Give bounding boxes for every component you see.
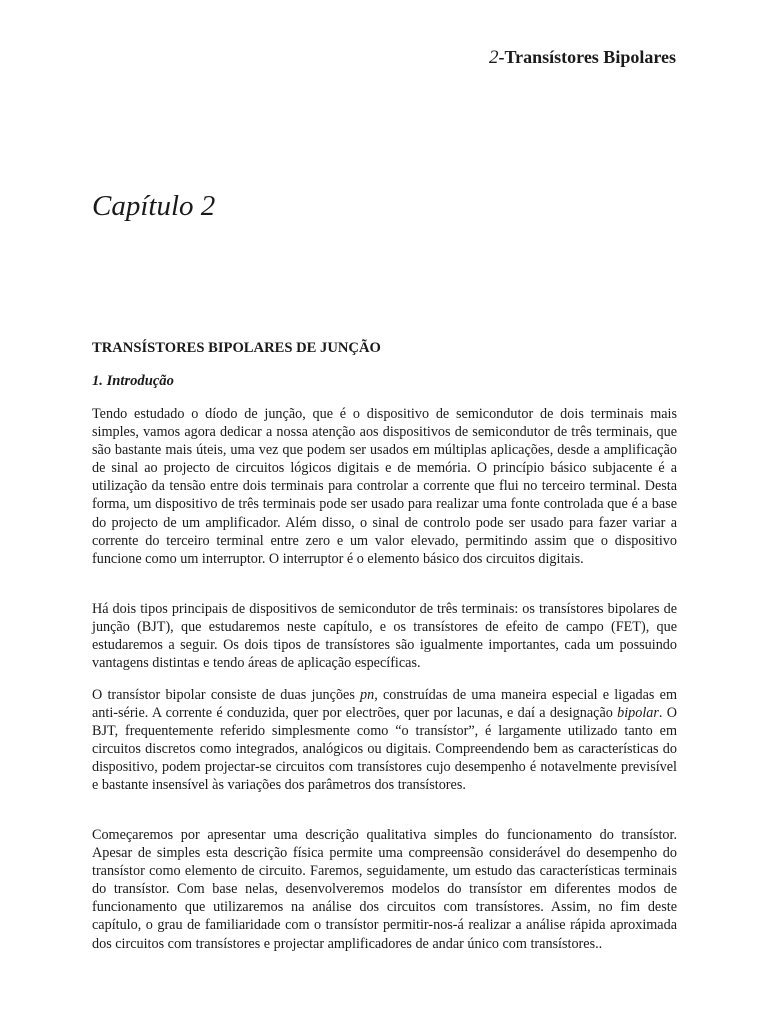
paragraph-2: Há dois tipos principais de dispositivos de semicondutor de três terminais: os transístores bipolares de junção (BJT), que estudaremos neste capítulo, e os transístores de efeito de campo (FET), que estudaremos a seguir. Os dois tipos de transístores são igualmente importantes, cada um possuindo vantagens distintas e tendo áreas de aplicação específicas.	[92, 601, 677, 672]
header-title: -Transístores Bipolares	[498, 47, 676, 67]
running-header	[489, 47, 676, 69]
header-chapter-number: 2	[488, 47, 499, 68]
paragraph-4: Começaremos por apresentar uma descrição qualitativa simples do funcionamento do transístor. Apesar de simples esta descrição física permite uma compreensão considerável do desempenho do transístor como elemento de circuito. Faremos, seguidamente, um estudo das características terminais do transístor. Com base nelas, desenvolveremos modelos do transístor em diferentes modos de funcionamento que utilizaremos na análise dos circuitos com transístores. Assim, no fim deste capítulo, o grau de familiaridade com o transístor permitir-nos-á realizar a análise rápida aproximada dos circuitos com transístores e projectar amplificadores de andar único com transístores..	[92, 827, 677, 952]
subsection-title: 1. Introdução	[92, 373, 174, 389]
paragraph-3-bipolar: bipolar	[617, 705, 659, 722]
paragraph-3-text-b: , construídas de uma maneira especial e ligadas em anti-série. A corrente é conduzida, quer por electrões, quer por lacunas, e daí a designação	[92, 687, 677, 722]
paragraph-3-text-c: . O BJT, frequentemente referido simplesmente como “o transístor”, é largamente utilizado tanto em circuitos discretos como integrados, analógicos ou digitais. Compreendendo bem as características do dispositivo, podem projectar-se circuitos com transístores cujo desempenho é notavelmente previsível e bastante insensível às variações dos parâmetros dos transístores.	[92, 705, 677, 794]
paragraph-3-text-a: O transístor bipolar consiste de duas junções	[92, 687, 361, 703]
paragraph-3-pn: pn	[360, 687, 375, 703]
section-title: TRANSÍSTORES BIPOLARES DE JUNÇÃO	[92, 340, 381, 356]
chapter-title: Capítulo 2	[92, 190, 216, 222]
paragraph-3	[92, 686, 677, 795]
paragraph-1: Tendo estudado o díodo de junção, que é o dispositivo de semicondutor de dois terminais mais simples, vamos agora dedicar a nossa atenção aos dispositivos de semicondutor de três terminais, que são bastante mais úteis, uma vez que podem ser usados em múltiplas aplicações, desde a amplificação de sinal ao projecto de circuitos lógicos digitais e de memória. O princípio básico subjacente é a utilização da tensão entre dois terminais para controlar a corrente que flui no terceiro terminal. Desta forma, um dispositivo de três terminais pode ser usado para realizar uma fonte controlada que é a base do projecto de um amplificador. Além disso, o sinal de controlo pode ser usado para fazer variar a corrente do terceiro terminal entre zero e um valor elevado, permitindo assim que o dispositivo funcione como um interruptor. O interruptor é o elemento básico dos circuitos digitais.	[92, 406, 677, 567]
